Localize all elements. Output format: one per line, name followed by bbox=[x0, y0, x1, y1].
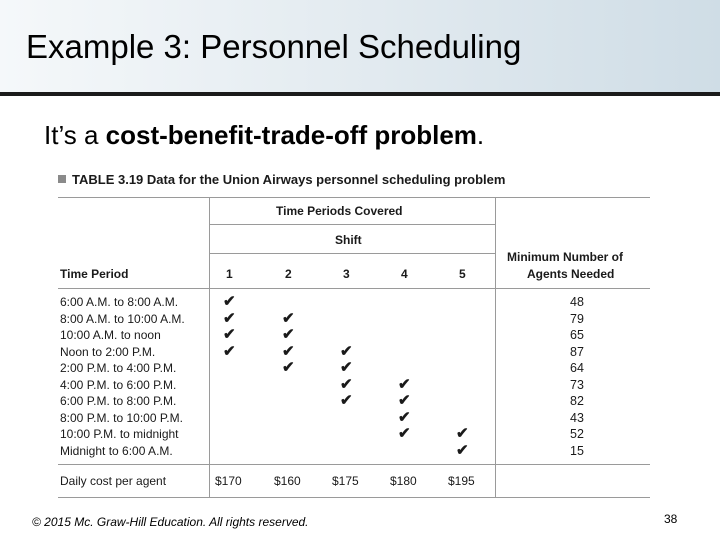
checkmark-icon: ✔ bbox=[340, 392, 353, 409]
checkmark-icon: ✔ bbox=[398, 425, 411, 442]
table-top-rule bbox=[58, 197, 650, 198]
table-caption: TABLE 3.19 Data for the Union Airways personnel scheduling problem bbox=[58, 172, 505, 187]
min-agents-cell: 82 bbox=[570, 394, 584, 408]
title-divider bbox=[0, 92, 720, 96]
min-agents-header-line2: Agents Needed bbox=[527, 267, 615, 281]
daily-cost-cell: $175 bbox=[332, 474, 359, 488]
time-period-cell: 4:00 P.M. to 6:00 P.M. bbox=[60, 377, 177, 392]
min-agents-cell: 52 bbox=[570, 427, 584, 441]
group-header-rule bbox=[209, 224, 495, 225]
shift-number-header: 1 bbox=[226, 267, 233, 281]
checkmark-icon: ✔ bbox=[398, 408, 411, 426]
shift-number-header: 3 bbox=[343, 267, 350, 281]
table-bottom-rule bbox=[58, 497, 650, 498]
checkmark-icon: ✔ bbox=[223, 342, 236, 360]
slide-title: Example 3: Personnel Scheduling bbox=[26, 28, 522, 65]
column-divider-left bbox=[209, 197, 210, 497]
header-bottom-rule bbox=[58, 288, 650, 289]
subtitle-end: . bbox=[476, 120, 485, 150]
min-agents-cell: 73 bbox=[570, 377, 584, 392]
title-bar bbox=[0, 0, 720, 96]
page-number: 38 bbox=[664, 512, 678, 526]
time-period-cell: 8:00 P.M. to 10:00 P.M. bbox=[60, 410, 183, 425]
checkmark-icon: ✔ bbox=[223, 309, 236, 327]
time-period-header: Time Period bbox=[60, 267, 129, 281]
checkmark-icon: ✔ bbox=[223, 326, 236, 343]
copyright-footer: © 2015 Mc. Graw-Hill Education. All rights reserved. bbox=[32, 515, 309, 529]
caption-square-icon bbox=[58, 175, 66, 183]
daily-cost-cell: $180 bbox=[390, 474, 417, 488]
shift-number-header: 2 bbox=[285, 267, 292, 281]
time-period-cell: 6:00 P.M. to 8:00 P.M. bbox=[60, 394, 177, 408]
min-agents-cell: 79 bbox=[570, 311, 584, 326]
checkmark-icon: ✔ bbox=[340, 359, 353, 376]
column-divider-right bbox=[495, 197, 496, 497]
checkmark-icon: ✔ bbox=[282, 309, 295, 327]
min-agents-cell: 48 bbox=[570, 295, 584, 309]
min-agents-cell: 64 bbox=[570, 361, 584, 375]
daily-cost-cell: $170 bbox=[215, 474, 242, 488]
checkmark-icon: ✔ bbox=[282, 342, 295, 360]
shift-header: Shift bbox=[335, 233, 362, 247]
data-table bbox=[58, 172, 650, 502]
time-period-cell: Noon to 2:00 P.M. bbox=[60, 344, 156, 359]
time-period-cell: 8:00 A.M. to 10:00 A.M. bbox=[60, 311, 185, 326]
cost-label: Daily cost per agent bbox=[60, 474, 167, 488]
daily-cost-cell: $195 bbox=[448, 474, 475, 488]
checkmark-icon: ✔ bbox=[398, 392, 411, 409]
subtitle-emphasis: cost-benefit-trade-off problem bbox=[105, 120, 477, 150]
checkmark-icon: ✔ bbox=[282, 359, 295, 376]
time-period-cell: 2:00 P.M. to 4:00 P.M. bbox=[60, 361, 177, 375]
group-header: Time Periods Covered bbox=[276, 204, 403, 218]
min-agents-cell: 87 bbox=[570, 344, 584, 359]
checkmark-icon: ✔ bbox=[340, 342, 353, 360]
checkmark-icon: ✔ bbox=[456, 425, 469, 442]
shift-header-rule bbox=[209, 253, 495, 254]
time-period-cell: 10:00 P.M. to midnight bbox=[60, 427, 179, 441]
time-period-cell: Midnight to 6:00 A.M. bbox=[60, 443, 173, 458]
shift-number-header: 5 bbox=[459, 267, 466, 281]
min-agents-cell: 15 bbox=[570, 443, 584, 458]
checkmark-icon: ✔ bbox=[223, 293, 236, 310]
checkmark-icon: ✔ bbox=[456, 441, 469, 459]
time-period-cell: 6:00 A.M. to 8:00 A.M. bbox=[60, 295, 179, 309]
shift-number-header: 4 bbox=[401, 267, 408, 281]
checkmark-icon: ✔ bbox=[340, 375, 353, 393]
subtitle-lead: It’s a bbox=[44, 120, 106, 150]
time-period-cell: 10:00 A.M. to noon bbox=[60, 328, 161, 342]
checkmark-icon: ✔ bbox=[398, 375, 411, 393]
min-agents-cell: 65 bbox=[570, 328, 584, 342]
min-agents-cell: 43 bbox=[570, 410, 584, 425]
min-agents-header-line1: Minimum Number of bbox=[507, 250, 623, 264]
cost-row-rule bbox=[58, 464, 650, 465]
daily-cost-cell: $160 bbox=[274, 474, 301, 488]
checkmark-icon: ✔ bbox=[282, 326, 295, 343]
slide-subtitle bbox=[44, 120, 484, 151]
